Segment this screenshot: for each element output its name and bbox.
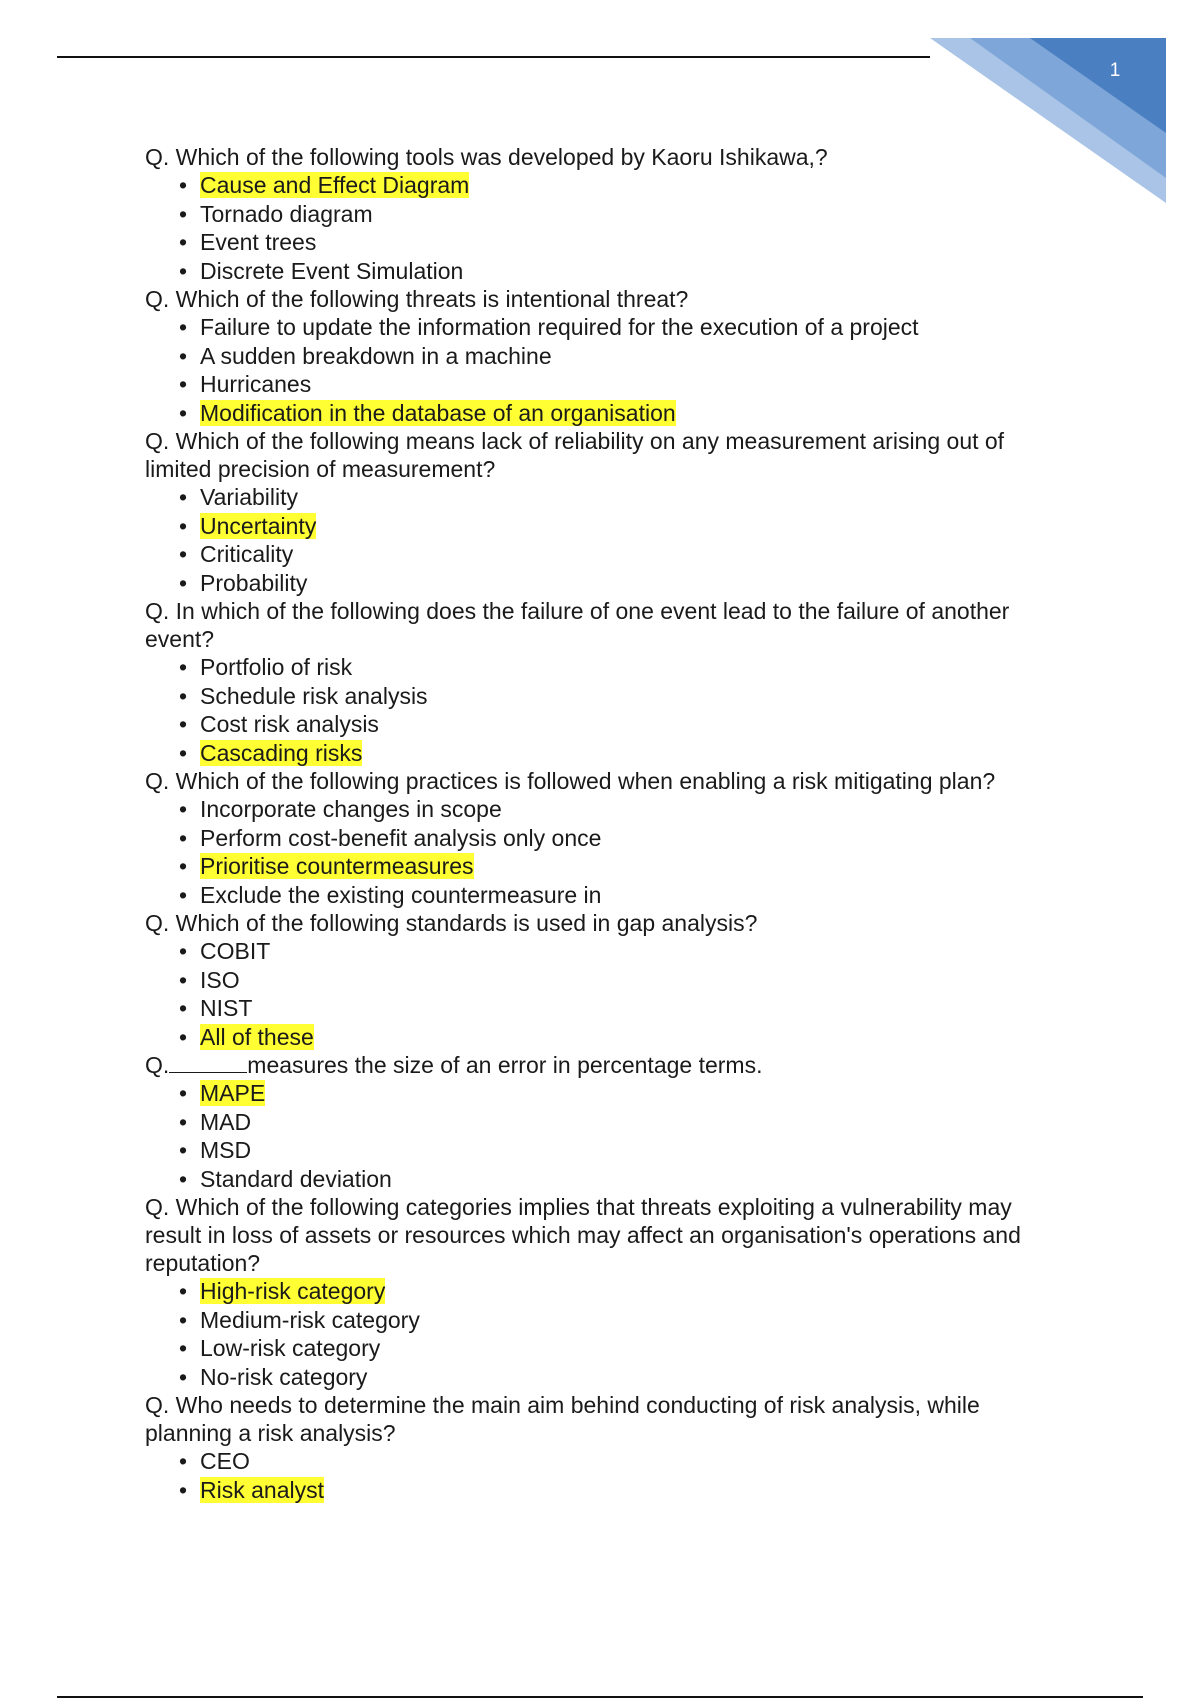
question-text — [145, 285, 1065, 313]
option-text: Discrete Event Simulation — [200, 257, 464, 284]
bullet-icon: • — [179, 342, 188, 369]
option-text: Low-risk category — [200, 1335, 381, 1361]
question-text — [145, 767, 1065, 795]
answer-option — [179, 824, 1065, 853]
option-text: Uncertainty — [200, 512, 317, 539]
bullet-icon: • — [179, 1080, 188, 1106]
bullet-icon: • — [179, 654, 188, 680]
question-body: measures the size of an error in percentage terms. — [247, 1052, 763, 1078]
answer-option — [179, 1306, 1065, 1335]
bullet-icon: • — [179, 512, 188, 539]
bullet-icon: • — [179, 484, 188, 510]
question-prefix: Q. — [145, 910, 170, 936]
answer-option — [179, 1334, 1065, 1363]
bullet-icon: • — [179, 739, 188, 766]
option-text: Cascading risks — [200, 739, 363, 766]
option-text: Criticality — [200, 541, 294, 567]
answer-option — [179, 540, 1065, 569]
answer-option-correct — [179, 739, 1065, 768]
bullet-icon: • — [179, 711, 188, 737]
option-text: MAD — [200, 1108, 252, 1135]
answer-option — [179, 1136, 1065, 1165]
bullet-icon: • — [179, 399, 188, 426]
answer-options — [145, 171, 1065, 285]
option-text: Variability — [200, 484, 298, 510]
question-prefix: Q. — [145, 768, 170, 794]
answer-option — [179, 653, 1065, 682]
bullet-icon: • — [179, 541, 188, 567]
option-text: Risk analyst — [200, 1476, 324, 1503]
bullet-icon: • — [179, 200, 188, 227]
answer-options — [145, 795, 1065, 909]
bullet-icon: • — [179, 1335, 188, 1361]
answer-option — [179, 795, 1065, 824]
option-text: MSD — [200, 1137, 252, 1163]
bullet-icon: • — [179, 1278, 188, 1304]
bullet-icon: • — [179, 314, 188, 340]
answer-option — [179, 228, 1065, 257]
option-text: Cost risk analysis — [200, 711, 379, 737]
question-prefix: Q. — [145, 1052, 170, 1078]
answer-option-correct — [179, 1476, 1065, 1505]
option-text: Perform cost-benefit analysis only once — [200, 824, 602, 851]
option-text: Event trees — [200, 229, 317, 255]
answer-option — [179, 1108, 1065, 1137]
question-block — [145, 427, 1065, 597]
option-text: No-risk category — [200, 1363, 368, 1390]
option-text: Cause and Effect Diagram — [200, 172, 470, 198]
footer-rule — [57, 1696, 1143, 1698]
answer-option-correct — [179, 1079, 1065, 1108]
question-body: In which of the following does the failure of one event lead to the failure of another event? — [145, 598, 1010, 652]
question-prefix: Q. — [145, 1194, 170, 1220]
question-body: Which of the following practices is followed when enabling a risk mitigating plan? — [175, 768, 996, 794]
answer-options — [145, 937, 1065, 1051]
question-block — [145, 767, 1065, 909]
option-text: Standard deviation — [200, 1165, 392, 1192]
answer-option — [179, 342, 1065, 371]
bullet-icon: • — [179, 1108, 188, 1135]
answer-option — [179, 1165, 1065, 1194]
bullet-icon: • — [179, 1476, 188, 1503]
option-text: Hurricanes — [200, 371, 312, 397]
question-prefix: Q. — [145, 598, 170, 624]
option-text: Portfolio of risk — [200, 654, 353, 680]
header-rule — [57, 56, 930, 58]
page-number: 1 — [1109, 60, 1121, 81]
question-text — [145, 1051, 1065, 1079]
option-text: High-risk category — [200, 1278, 386, 1304]
bullet-icon: • — [179, 853, 188, 879]
bullet-icon: • — [179, 881, 188, 908]
bullet-icon: • — [179, 966, 188, 993]
answer-option-correct — [179, 171, 1065, 200]
option-text: Schedule risk analysis — [200, 682, 428, 709]
question-block — [145, 285, 1065, 427]
bullet-icon: • — [179, 257, 188, 284]
question-prefix: Q. — [145, 1392, 170, 1418]
answer-option-correct — [179, 399, 1065, 428]
answer-options — [145, 653, 1065, 767]
option-text: All of these — [200, 1023, 314, 1050]
option-text: A sudden breakdown in a machine — [200, 342, 552, 369]
answer-option — [179, 937, 1065, 966]
option-text: ISO — [200, 966, 240, 993]
question-body: Which of the following standards is used in gap analysis? — [175, 910, 758, 936]
answer-option — [179, 257, 1065, 286]
answer-options — [145, 1079, 1065, 1193]
answer-option — [179, 483, 1065, 512]
bullet-icon: • — [179, 1306, 188, 1333]
option-text: MAPE — [200, 1080, 266, 1106]
question-prefix: Q. — [145, 428, 170, 454]
bullet-icon: • — [179, 796, 188, 822]
question-list — [145, 143, 1065, 1504]
answer-option — [179, 313, 1065, 342]
question-block — [145, 1051, 1065, 1193]
answer-option — [179, 682, 1065, 711]
answer-options — [145, 483, 1065, 597]
bullet-icon: • — [179, 1448, 188, 1474]
question-body: Which of the following threats is intentional threat? — [175, 286, 689, 312]
question-prefix: Q. — [145, 286, 170, 312]
answer-option — [179, 994, 1065, 1023]
option-text: Medium-risk category — [200, 1306, 420, 1333]
question-text — [145, 427, 1065, 483]
option-text: CEO — [200, 1448, 250, 1474]
bullet-icon: • — [179, 938, 188, 964]
option-text: Prioritise countermeasures — [200, 853, 474, 879]
answer-option — [179, 881, 1065, 910]
bullet-icon: • — [179, 682, 188, 709]
option-text: NIST — [200, 995, 253, 1021]
answer-option — [179, 569, 1065, 598]
option-text: Probability — [200, 569, 308, 596]
answer-option — [179, 1363, 1065, 1392]
question-text — [145, 597, 1065, 653]
bullet-icon: • — [179, 995, 188, 1021]
question-block — [145, 143, 1065, 285]
bullet-icon: • — [179, 1137, 188, 1163]
answer-option — [179, 370, 1065, 399]
bullet-icon: • — [179, 371, 188, 397]
option-text: Incorporate changes in scope — [200, 796, 502, 822]
answer-option-correct — [179, 1277, 1065, 1306]
question-body: Which of the following tools was developed by Kaoru Ishikawa,? — [175, 144, 828, 170]
answer-option — [179, 200, 1065, 229]
option-text: Failure to update the information required for the execution of a project — [200, 314, 919, 340]
option-text: Tornado diagram — [200, 200, 373, 227]
question-text — [145, 143, 1065, 171]
answer-options — [145, 1447, 1065, 1504]
question-text — [145, 1193, 1065, 1277]
question-text — [145, 909, 1065, 937]
answer-option — [179, 710, 1065, 739]
bullet-icon: • — [179, 1023, 188, 1050]
answer-option-correct — [179, 852, 1065, 881]
fill-in-blank — [169, 1054, 247, 1073]
question-body: Which of the following means lack of reliability on any measurement arising out of limited precision of measurement? — [145, 428, 1005, 482]
bullet-icon: • — [179, 229, 188, 255]
answer-options — [145, 1277, 1065, 1391]
option-text: COBIT — [200, 938, 271, 964]
question-body: Who needs to determine the main aim behind conducting of risk analysis, while planning a risk analysis? — [145, 1392, 980, 1446]
answer-option — [179, 1447, 1065, 1476]
option-text: Modification in the database of an organisation — [200, 399, 676, 426]
bullet-icon: • — [179, 1363, 188, 1390]
question-body: Which of the following categories implies that threats exploiting a vulnerability may result in loss of assets or resources which may affect an organisation's operations and reputation? — [145, 1194, 1021, 1276]
question-text — [145, 1391, 1065, 1447]
question-block — [145, 1193, 1065, 1391]
question-block — [145, 1391, 1065, 1504]
answer-options — [145, 313, 1065, 427]
question-block — [145, 909, 1065, 1051]
bullet-icon: • — [179, 824, 188, 851]
option-text: Exclude the existing countermeasure in — [200, 881, 602, 908]
bullet-icon: • — [179, 172, 188, 198]
answer-option — [179, 966, 1065, 995]
bullet-icon: • — [179, 1165, 188, 1192]
answer-option-correct — [179, 512, 1065, 541]
question-block — [145, 597, 1065, 767]
question-prefix: Q. — [145, 144, 170, 170]
answer-option-correct — [179, 1023, 1065, 1052]
bullet-icon: • — [179, 569, 188, 596]
